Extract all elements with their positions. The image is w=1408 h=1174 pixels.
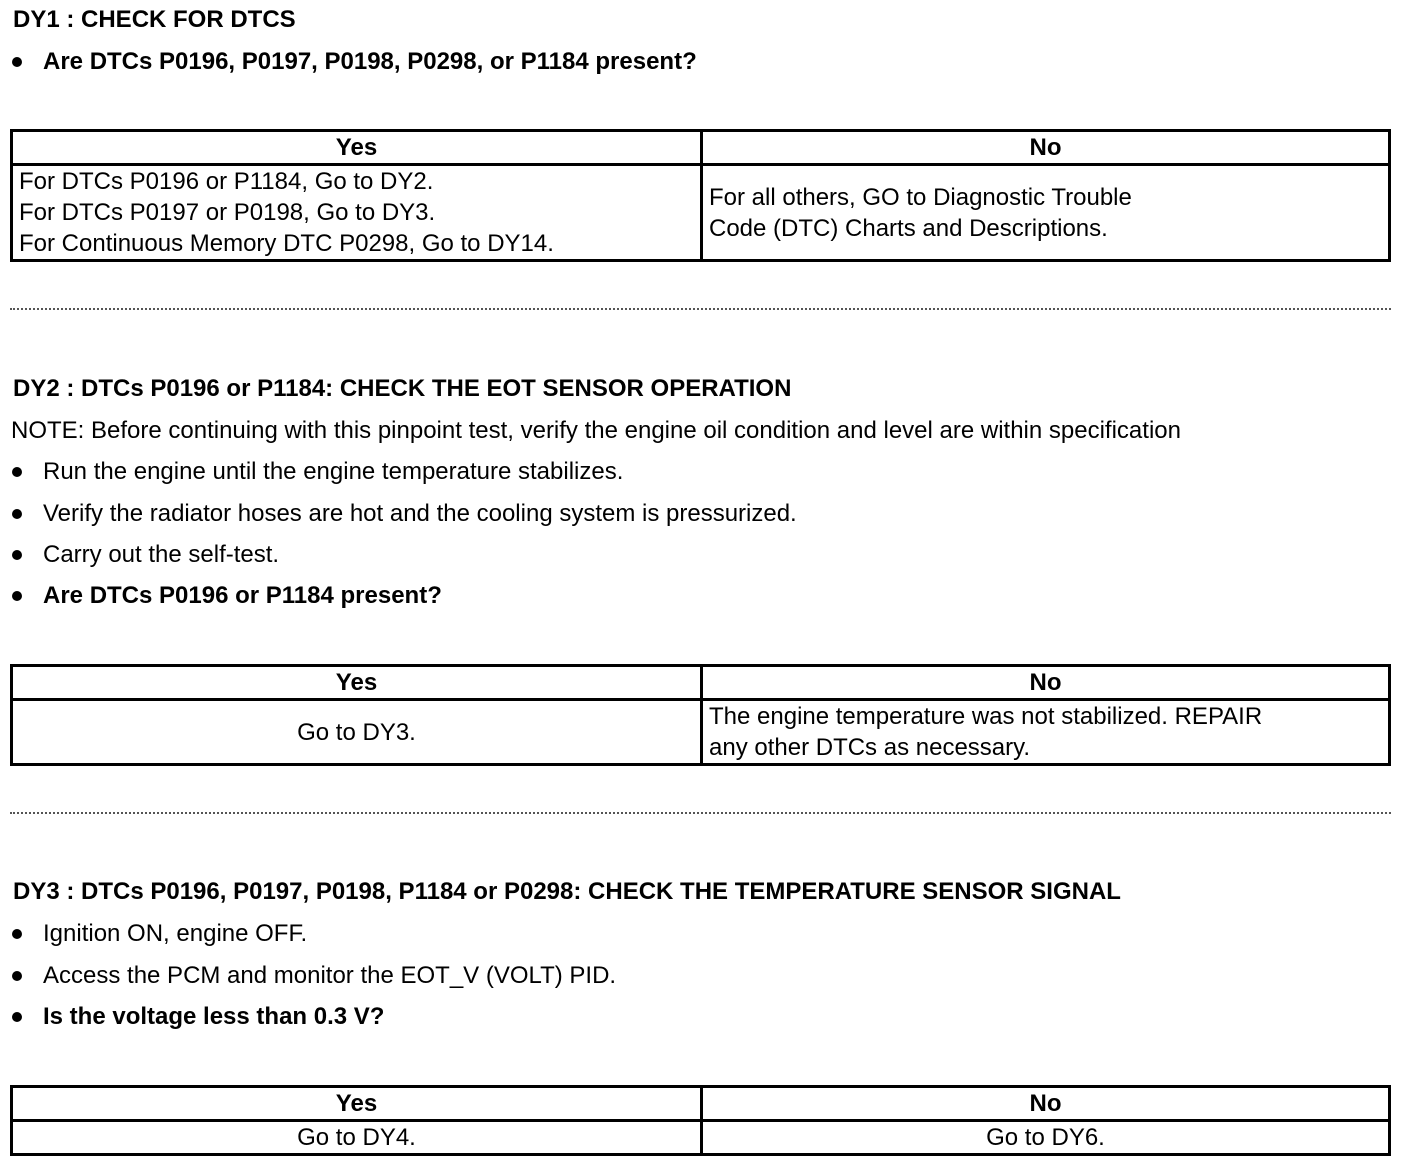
dy2-bullet-4 <box>12 582 442 610</box>
dy3-result-table <box>10 1085 1391 1156</box>
dy2-note: NOTE: Before continuing with this pinpoint test, verify the engine oil condition and level are within specification <box>11 417 1181 444</box>
bullet-icon <box>12 591 22 601</box>
dy2-result-table <box>10 664 1391 766</box>
bullet-icon <box>12 467 22 477</box>
dy3-bullet-text-1: Ignition ON, engine OFF. <box>43 920 308 947</box>
dy2-heading: DY2 : DTCs P0196 or P1184: CHECK THE EOT SENSOR OPERATION <box>13 375 792 402</box>
dy1-question: Are DTCs P0196, P0197, P0198, P0298, or P1184 present? <box>43 48 697 75</box>
dy3-no-cell: Go to DY6. <box>702 1121 1390 1155</box>
dy3-heading: DY3 : DTCs P0196, P0197, P0198, P1184 or P0298: CHECK THE TEMPERATURE SENSOR SIGNAL <box>13 878 1121 905</box>
bullet-icon <box>12 509 22 519</box>
dy2-yes-header: Yes <box>12 666 702 700</box>
dy1-no-cell <box>702 165 1390 261</box>
dy3-no-header: No <box>702 1087 1390 1121</box>
dy3-question: Is the voltage less than 0.3 V? <box>43 1003 385 1030</box>
dy1-yes-line-2: For DTCs P0197 or P0198, Go to DY3. <box>19 199 436 226</box>
dy3-bullet-text-2: Access the PCM and monitor the EOT_V (VOLT) PID. <box>43 962 617 989</box>
dy2-bullet-2 <box>12 500 797 528</box>
bullet-icon <box>12 1012 22 1022</box>
dy2-no-header: No <box>702 666 1390 700</box>
dy2-bullet-text-2: Verify the radiator hoses are hot and the cooling system is pressurized. <box>43 500 797 527</box>
dy1-no-line-1: For all others, GO to Diagnostic Trouble <box>709 183 1132 211</box>
dy3-bullet-2 <box>12 962 616 990</box>
section-divider <box>10 812 1391 814</box>
dy2-question: Are DTCs P0196 or P1184 present? <box>43 582 442 609</box>
bullet-icon <box>12 929 22 939</box>
dy2-no-line-1: The engine temperature was not stabilized. REPAIR <box>709 703 1263 730</box>
dy2-bullet-1 <box>12 458 623 486</box>
dy3-yes-cell: Go to DY4. <box>12 1121 702 1155</box>
dy2-no-line-2: any other DTCs as necessary. <box>709 734 1031 761</box>
section-divider <box>10 308 1391 310</box>
dy1-yes-cell <box>12 165 702 261</box>
dy1-yes-line-3: For Continuous Memory DTC P0298, Go to DY14. <box>19 230 554 257</box>
dy3-yes-header: Yes <box>12 1087 702 1121</box>
dy1-no-line-2: Code (DTC) Charts and Descriptions. <box>709 214 1108 242</box>
dy3-bullet-1 <box>12 920 307 948</box>
dy2-yes-cell: Go to DY3. <box>12 700 702 765</box>
dy2-bullet-text-1: Run the engine until the engine temperature stabilizes. <box>43 458 624 485</box>
dy1-yes-line-1: For DTCs P0196 or P1184, Go to DY2. <box>19 168 434 195</box>
dy1-heading: DY1 : CHECK FOR DTCS <box>13 6 296 33</box>
dy1-no-header: No <box>702 131 1390 165</box>
dy3-bullet-3 <box>12 1003 384 1031</box>
bullet-icon <box>12 971 22 981</box>
dy2-bullet-text-3: Carry out the self-test. <box>43 541 280 568</box>
dy2-no-cell <box>702 700 1390 765</box>
bullet-icon <box>12 57 22 67</box>
dy1-yes-header: Yes <box>12 131 702 165</box>
dy1-bullet-1 <box>12 48 697 76</box>
dy1-result-table <box>10 129 1391 262</box>
bullet-icon <box>12 550 22 560</box>
dy2-bullet-3 <box>12 541 279 569</box>
